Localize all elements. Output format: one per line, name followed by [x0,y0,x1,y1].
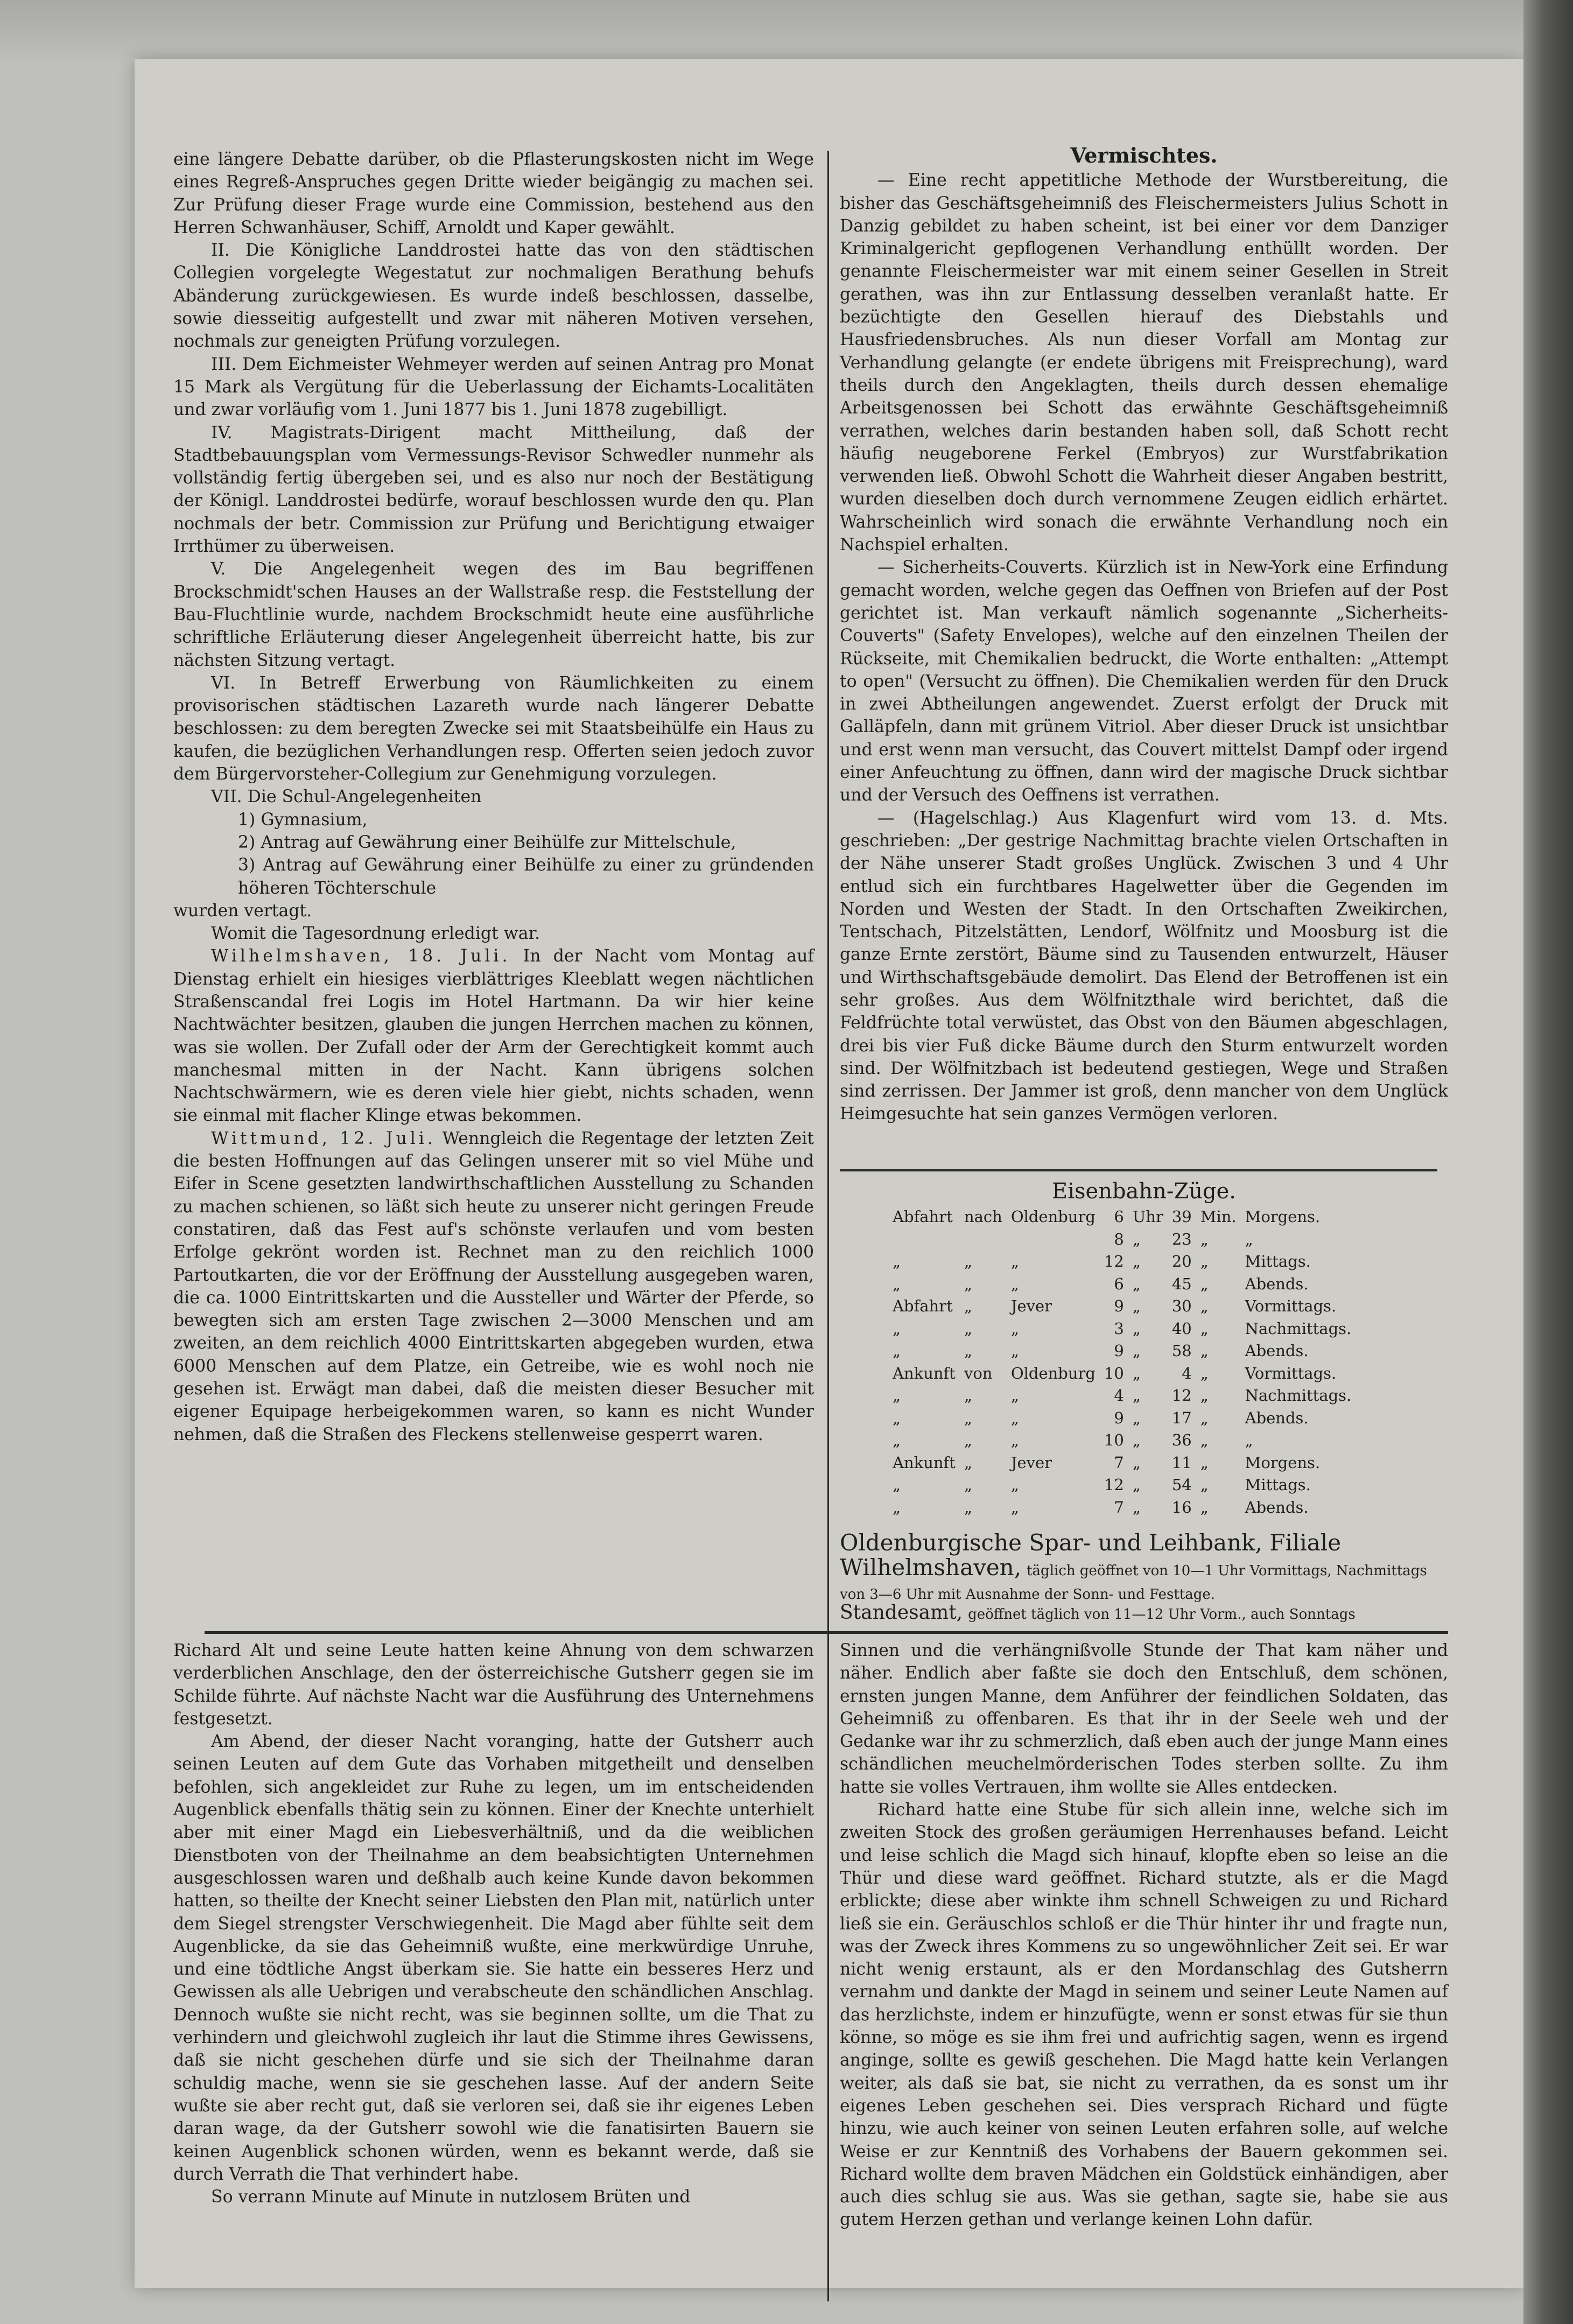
news-item-wittmund [173,1127,814,1446]
timetable-cell: „ [1132,1408,1141,1427]
paragraph: VII. Die Schul-Angelegenheiten [211,787,482,807]
timetable-cell: „ [1200,1342,1209,1360]
timetable-cell: von [964,1364,993,1382]
timetable-cell: 7 [1114,1453,1124,1472]
timetable-cell: „ [1010,1386,1019,1405]
timetable-cell: „ [964,1274,972,1293]
timetable-cell: Morgens. [1245,1207,1321,1226]
timetable-cell: „ [964,1431,972,1449]
timetable-cell: „ [893,1386,901,1405]
timetable-cell: Abends. [1245,1274,1309,1293]
timetable-cell: „ [1132,1274,1141,1293]
timetable-row [888,1497,1356,1519]
timetable-cell: 12 [1104,1252,1124,1270]
timetable-cell: 39 [1171,1207,1192,1226]
timetable-cell: Oldenburg [1010,1364,1096,1382]
timetable-cell: „ [1132,1453,1141,1472]
timetable-cell: Mittags. [1245,1252,1311,1270]
timetable-cell: Vormittags. [1245,1297,1337,1315]
timetable-cell: 11 [1171,1453,1192,1472]
feuilleton-left [173,1639,814,2208]
timetable-cell: „ [1010,1498,1019,1516]
timetable-cell: 54 [1171,1476,1192,1494]
paragraph: eine längere Debatte darüber, ob die Pflasterungskosten nicht im Wege eines Regreß-Anspruches gegen Dritte wieder beigängig zu machen sei. Zur Prüfung dieser Frage wurde eine Commission, bestehend aus den Herren Schwanhäuser, Schiff, Arnoldt und Kaper gewählt. [173,150,814,237]
column-divider-top [827,151,829,1631]
timetable-cell: „ [1200,1386,1209,1405]
timetable-cell: Uhr [1132,1207,1163,1226]
timetable-cell: 10 [1104,1364,1124,1382]
timetable-cell: „ [1200,1453,1209,1472]
timetable-cell: „ [1132,1476,1141,1494]
page-binding-edge [1523,0,1573,2324]
item-text: Wenngleich die Regentage der letzten Zeit die besten Hoffnungen auf das Gelingen unserer mit so viel Mühe und Eifer in Scene gesetzten landwirthschaftlichen Ausstellung zu Schanden zu machen schienen, so läßt sich heute zu unserer nicht geringen Freude constatiren, daß das Fest auf's schönste verlaufen und vom besten Erfolge gekrönt worden ist. Rechnet man zu den reichlich 1000 Partoutkarten, die vor der Eröffnung der Ausstellung ausgegeben waren, die ca. 1000 Eintrittskarten und die Aussteller und Wärter der Pferde, so bewegten sich am ersten Tage zwischen 2—3000 Menschen und am zweiten, an dem reichlich 4000 Eintrittskarten abgegeben wurden, etwa 6000 Menschen auf dem Platze, ein Getreibe, wie es wohl noch nie gesehen ist. Erwägt man dabei, daß die meisten dieser Besucher mit eigener Equipage herbeigekommen waren, so kann es nicht Wunder nehmen, daß die Straßen des Fleckens stellenweise gesperrt waren. [173,1128,814,1444]
timetable-cell: „ [1010,1319,1019,1338]
timetable-cell: Vormittags. [1245,1364,1337,1382]
dateline: Wilhelmshaven, 18. Juli. [211,946,511,966]
timetable-row [888,1295,1356,1318]
timetable-cell: „ [893,1431,901,1449]
timetable-row [888,1452,1356,1475]
timetable-cell: 23 [1171,1230,1192,1248]
news-item-wilhelmshaven [173,945,814,1127]
bank-hours: täglich geöffnet von 10—1 Uhr Vormittags, Nachmittags von 3—6 Uhr mit Ausnahme der Sonn- und Festtage. [840,1563,1427,1603]
timetable-cell: „ [893,1319,901,1338]
feuilleton-right [840,1639,1448,2231]
timetable-cell [960,1228,1007,1251]
timetable-cell: 9 [1114,1342,1124,1360]
column-divider-bottom [827,1634,829,2301]
timetable-cell: „ [964,1252,972,1270]
timetable-body [888,1206,1356,1519]
timetable-cell [888,1228,960,1251]
list-item: 3) Antrag auf Gewährung einer Beihülfe zu einer zu gründenden höheren Töchterschule [238,855,814,898]
section-title: Vermischtes. [1070,143,1218,167]
timetable-cell: Min. [1200,1207,1237,1226]
railway-timetable [888,1206,1356,1519]
paragraph: wurden vertagt. [173,901,312,921]
paragraph: — Sicherheits-Couverts. Kürzlich ist in New-York eine Erfindung gemacht worden, welche gegen das Oeffnen von Briefen auf der Post gerichtet ist. Man verkauft nämlich sogenannte „Sicherheits-Couverts" (Safety Envelopes), welche auf den einzelnen Theilen der Rückseite, mit Chemikalien bedruckt, die Worte enthalten: „Attempt to open" (Versucht zu öffnen). Die Chemikalien werden für den Druck in zwei Abtheilungen angewendet. Zuerst erfolgt der Druck mit Galläpfeln, dann mit grünem Vitriol. Aber dieser Druck ist unsichtbar und erst wenn man versucht, das Couvert mittelst Dampf oder irgend einer Anfeuchtung zu öffnen, dann wird der magische Druck sichtbar und der Versuch des Oeffnens ist verrathen. [840,558,1448,805]
registry-notice [840,1602,1448,1626]
list-item: 2) Antrag auf Gewährung einer Beihülfe zur Mittelschule, [238,832,736,852]
timetable-cell: „ [964,1408,972,1427]
timetable-cell: 20 [1171,1252,1192,1270]
timetable-row [888,1474,1356,1497]
timetable-cell: „ [1132,1386,1141,1405]
timetable-row [888,1251,1356,1273]
timetable-cell: „ [1132,1364,1141,1382]
bank-notice [840,1529,1448,1606]
timetable-cell: „ [1200,1274,1209,1293]
timetable-cell: Abends. [1245,1342,1309,1360]
timetable-cell: „ [964,1297,972,1315]
timetable-cell: „ [1245,1230,1253,1248]
paragraph: Richard Alt und seine Leute hatten keine Ahnung von dem schwarzen verderblichen Anschlage, den der österreichische Gutsherr gegen sie im Schilde führte. Auf nächste Nacht war die Ausführung des Unternehmens festgesetzt. [173,1641,814,1729]
feuilleton-separator [205,1631,1448,1634]
timetable-cell: 40 [1171,1319,1192,1338]
railway-title: Eisenbahn-Züge. [1052,1179,1236,1204]
timetable-cell: Nachmittags. [1245,1386,1352,1405]
timetable-cell: 3 [1114,1319,1124,1338]
timetable-cell: Abends. [1245,1498,1309,1516]
timetable-cell: Jever [1010,1297,1052,1315]
timetable-cell: Ankunft [893,1364,956,1382]
timetable-cell: „ [1200,1408,1209,1427]
timetable-row [888,1340,1356,1363]
timetable-cell: 7 [1114,1498,1124,1516]
timetable-cell: 17 [1171,1408,1192,1427]
timetable-cell: 6 [1114,1274,1124,1293]
timetable-cell: „ [1200,1252,1209,1270]
list-item: 1) Gymnasium, [238,810,368,830]
timetable-row [888,1385,1356,1407]
timetable-cell: „ [964,1453,972,1472]
timetable-cell: „ [893,1498,901,1516]
paragraph: Am Abend, der dieser Nacht voranging, hatte der Gutsherr auch seinen Leuten auf dem Gute das Vorhaben mitgetheilt und denselben befohlen, sich angekleidet zur Ruhe zu legen, um im entscheidenden Augenblick ebenfalls thätig sein zu können. Einer der Knechte unterhielt aber mit einer Magd ein Liebesverhältniß, und da die weiblichen Dienstboten von der Theilnahme an dem beabsichtigten Unternehmen ausgeschlossen waren und deßhalb auch keine Kunde davon bekommen hatten, so theilte der Knecht seiner Liebsten den Plan mit, natürlich unter dem Siegel strengster Verschwiegenheit. Die Magd aber fühlte seit dem Augenblicke, da sie das Geheimniß wußte, eine merkwürdige Unruhe, und eine tödtliche Angst überkam sie. Sie hatte ein besseres Herz und Gewissen als alle Uebrigen und verabscheute den schändlichen Anschlag. Dennoch wußte sie nicht recht, was sie beginnen sollte, um die That zu verhindern und gleichwohl zugleich ihr laut die Stimme ihres Gewissens, daß sie nicht geschehen dürfe und sie sich der Theilnahme daran schuldig mache, wenn sie sie geschehen lasse. Auf der andern Seite wußte sie aber recht gut, daß sie verloren sei, daß sie ihr eigenes Leben daran wage, da der Gutsherr sowohl wie die fanatisirten Bauern sie keinen Augenblick schonen würden, wenn es bekannt werde, daß sie durch Verrath die That verhindert habe. [173,1732,814,2184]
timetable-cell: Jever [1010,1453,1052,1472]
timetable-cell: 16 [1171,1498,1192,1516]
timetable-cell: Abends. [1245,1408,1309,1427]
paragraph: II. Die Königliche Landdrostei hatte das von den städtischen Collegien vorgelegte Wegestatut zur nochmaligen Berathung behufs Abänderung zurückgewiesen. Es wurde indeß beschlossen, dasselbe, sowie diesseitig aufgestellt und zwar mit näheren Motiven versehen, nochmals zur geneigten Prüfung vorzulegen. [173,241,814,352]
miscellany-column [840,144,1448,1126]
timetable-cell: „ [1010,1274,1019,1293]
paragraph: V. Die Angelegenheit wegen des im Bau begriffenen Brockschmidt'schen Hauses an der Wallstraße resp. die Feststellung der Bau-Fluchtlinie wurde, nachdem Brockschmidt heute eine ausführliche schriftliche Erläuterung dieser Angelegenheit überreicht hatte, bis zur nächsten Sitzung vertagt. [173,559,814,670]
paragraph: IV. Magistrats-Dirigent macht Mittheilung, daß der Stadtbebauungsplan vom Vermessungs-Revisor Schwedler nunmehr als vollständig fertig übergeben sei, und es also nur noch der Bestätigung der Königl. Landdrostei bedürfe, worauf beschlossen wurde den qu. Plan nochmals der betr. Commission zur Prüfung und Berichtigung etwaiger Irrthümer zu überweisen. [173,423,814,557]
timetable-cell: nach [964,1207,1002,1226]
timetable-cell: 8 [1114,1230,1124,1248]
timetable-cell: „ [1200,1431,1209,1449]
timetable-row [888,1407,1356,1430]
timetable-cell: Abfahrt [893,1297,953,1315]
timetable-cell: „ [893,1408,901,1427]
timetable-cell: „ [964,1386,972,1405]
timetable-cell: „ [1200,1230,1209,1248]
paragraph: VI. In Betreff Erwerbung von Räumlichkeiten zu einem provisorischen städtischen Lazareth wurde nach längerer Debatte beschlossen: zu dem beregten Zwecke sei mit Staatsbeihülfe ein Haus zu kaufen, die bezüglichen Verhandlungen resp. Offerten seien jedoch zuvor dem Bürgervorsteher-Collegium zur Genehmigung vorzulegen. [173,673,814,784]
timetable-row [888,1429,1356,1452]
paragraph: So verrann Minute auf Minute in nutzlosem Brüten und [211,2187,691,2207]
timetable-cell: „ [1010,1476,1019,1494]
timetable-cell: „ [1010,1342,1019,1360]
timetable-cell: Mittags. [1245,1476,1311,1494]
timetable-cell: 6 [1114,1207,1124,1226]
timetable-cell: „ [964,1476,972,1494]
timetable-row [888,1228,1356,1251]
timetable-cell: „ [893,1274,901,1293]
timetable-cell: „ [1132,1252,1141,1270]
timetable-cell: Oldenburg [1010,1207,1096,1226]
dateline: Wittmund, 12. Juli. [211,1128,436,1148]
registry-hours: geöffnet täglich von 11—12 Uhr Vorm., auch Sonntags [968,1606,1356,1623]
timetable-cell: „ [1132,1498,1141,1516]
timetable-cell: „ [1132,1230,1141,1248]
timetable-cell: „ [1245,1431,1253,1449]
local-news-column [173,148,814,1446]
registry-name: Standesamt, [840,1602,963,1624]
timetable-cell [1007,1228,1100,1251]
timetable-cell: 12 [1171,1386,1192,1405]
timetable-cell: „ [1010,1252,1019,1270]
timetable-cell: „ [1200,1476,1209,1494]
timetable-row [888,1363,1356,1385]
paragraph: — (Hagelschlag.) Aus Klagenfurt wird vom 13. d. Mts. geschrieben: „Der gestrige Nachmittag brachte vielen Ortschaften in der Nähe unserer Stadt großes Unglück. Zwischen 3 und 4 Uhr entlud sich ein furchtbares Hagelwetter über die Gegenden im Norden und Westen der Stadt. In den Ortschaften Zweikirchen, Tentschach, Pitzelstätten, Lendorf, Wölfnitz und Moosburg ist die ganze Ernte zerstört, Bäume sind zu Tausenden entwurzelt, Häuser und Wirthschaftsgebäude demolirt. Das Elend der Betroffenen ist ein sehr großes. Aus dem Wölfnitzthale wird berichtet, daß die Feldfrüchte total verwüstet, das Obst von den Bäumen abgeschlagen, drei bis vier Fuß dicke Bäume durch den Sturm entwurzelt worden sind. Der Wölfnitzbach ist bedeutend gestiegen, Wege und Straßen sind zerrissen. Der Jammer ist groß, denn mancher von dem Unglück Heimgesuchte hat sein ganzes Vermögen verloren. [840,808,1448,1124]
timetable-cell: „ [893,1476,901,1494]
timetable-cell: 58 [1171,1342,1192,1360]
timetable-cell: „ [1200,1364,1209,1382]
timetable-row [888,1273,1356,1296]
timetable-cell: „ [964,1498,972,1516]
timetable-cell: Abfahrt [893,1207,953,1226]
timetable-cell: 10 [1104,1431,1124,1449]
paragraph: Womit die Tagesordnung erledigt war. [211,924,540,944]
paragraph: Richard hatte eine Stube für sich allein inne, welche sich im zweiten Stock des großen geräumigen Herrenhauses befand. Leicht und leise schlich die Magd sich hinauf, klopfte eben so leise an die Thür und diese ward geöffnet. Richard stutzte, als er die Magd erblickte; diese aber winkte ihm schnell Schweigen zu und Richard ließ sie ein. Geräuschlos schloß er die Thür hinter ihr und fragte nun, was der Zweck ihres Kommens zu so ungewöhnlicher Zeit sei. Er war nicht wenig erstaunt, als er den Mordanschlag des Gutsherrn vernahm und dankte der Magd in seinem und seiner Leute Namen auf das herzlichste, indem er hinzufügte, wenn er sonst etwas für sie thun könne, so möge es sie ihm frei und aufrichtig sagen, wenn es irgend anginge, sollte es gewiß geschehen. Die Magd hatte kein Verlangen weiter, als daß sie bat, sie nicht zu verrathen, da es sonst um ihr eigenes Leben geschehen sei. Dies versprach Richard und fügte hinzu, wie auch keiner von seinen Leuten erfahren solle, auf welche Weise er zur Kenntniß des Vorhabens der Bauern gekommen sei. Richard wollte dem braven Mädchen ein Goldstück einhändigen, aber auch dies schlug sie aus. Was sie gethan, sagte sie, habe sie aus gutem Herzen gethan und verlange keinen Lohn dafür. [840,1800,1448,2230]
timetable-cell: „ [1010,1431,1019,1449]
paragraph: Sinnen und die verhängnißvolle Stunde der That kam näher und näher. Endlich aber faßte sie doch den Entschluß, dem schönen, ernsten jungen Manne, dem Anführer der feindlichen Soldaten, das Geheimniß zu offenbaren. Es that ihr in der Seele weh und der Gedanke war ihr zu schmerzlich, daß eben auch der junge Mann eines schändlichen meuchelmörderischen Todes sterben sollte. Zu ihm hatte sie volles Vertrauen, ihm wollte sie Alles entdecken. [840,1641,1448,1797]
timetable-cell: „ [1132,1319,1141,1338]
timetable-cell: 45 [1171,1274,1192,1293]
timetable-cell: 36 [1171,1431,1192,1449]
timetable-cell: „ [893,1252,901,1270]
timetable-cell: 9 [1114,1408,1124,1427]
timetable-cell: „ [1010,1408,1019,1427]
timetable-cell: Nachmittags. [1245,1319,1352,1338]
timetable-cell: „ [964,1342,972,1360]
timetable-cell: „ [1132,1431,1141,1449]
timetable-cell: Ankunft [893,1453,956,1472]
bank-name: Oldenburgische Spar- und Leihbank, Filiale Wilhelmshaven, [840,1529,1342,1581]
item-text: In der Nacht vom Montag auf Dienstag erhielt ein hiesiges vierblättriges Kleeblatt wegen nächtlichen Straßenscandal frei Logis im Hotel Hartmann. Da wir hier keine Nachtwächter besitzen, glauben die jungen Herrchen machen zu können, was sie wollen. Der Zufall oder der Arm der Gerechtigkeit kommt auch manchesmal mitten in der Nacht. Kann übrigens solchen Nachtschwärmern, wie es deren viele hier giebt, nichts schaden, wenn sie einmal mit flacher Klinge etwas bekommen. [173,946,814,1126]
railway-separator [840,1169,1437,1171]
scan-background [0,0,1573,59]
timetable-cell: 30 [1171,1297,1192,1315]
timetable-cell: 9 [1114,1297,1124,1315]
timetable-cell: Morgens. [1245,1453,1321,1472]
timetable-cell: „ [964,1319,972,1338]
timetable-cell: 4 [1114,1386,1124,1405]
timetable-cell: 4 [1182,1364,1192,1382]
timetable-cell: 12 [1104,1476,1124,1494]
timetable-cell: „ [1200,1319,1209,1338]
timetable-cell: „ [1200,1498,1209,1516]
timetable-cell: „ [1132,1342,1141,1360]
paragraph: III. Dem Eichmeister Wehmeyer werden auf seinen Antrag pro Monat 15 Mark als Vergütung für die Ueberlassung der Eichamts-Localitäten und zwar vorläufig vom 1. Juni 1877 bis 1. Juni 1878 zugebilligt. [173,354,814,420]
timetable-row [888,1206,1356,1228]
timetable-cell: „ [1200,1297,1209,1315]
timetable-cell: „ [893,1342,901,1360]
timetable-cell: „ [1132,1297,1141,1315]
timetable-row [888,1318,1356,1340]
paragraph: — Eine recht appetitliche Methode der Wurstbereitung, die bisher das Geschäftsgeheimniß des Fleischermeisters Julius Schott in Danzig gebildet zu haben scheint, ist bei einer vor dem Danziger Kriminalgericht gepflogenen Verhandlung enthüllt worden. Der genannte Fleischermeister war mit einem seiner Gesellen in Streit gerathen, was ihn zur Entlassung desselben veranlaßt hatte. Er bezüchtigte den Gesellen hierauf des Diebstahls und Hausfriedensbruches. Als nun dieser Vorfall am Montag zur Verhandlung gelangte (er endete übrigens mit Freisprechung), ward theils durch den Angeklagten, theils durch dessen ehemalige Arbeitsgenossen bei Schott das erwähnte Geschäftsgeheimniß verrathen, welches darin bestanden haben soll, daß Schott recht häufig neugeborene Ferkel (Embryos) zur Wurstfabrikation verwenden ließ. Obwohl Schott die Wahrheit dieser Angaben bestritt, wurden dieselben doch durch vernommene Zeugen eidlich erhärtet. Wahrscheinlich wird sonach die erwähnte Verhandlung noch ein Nachspiel erhalten. [840,171,1448,555]
